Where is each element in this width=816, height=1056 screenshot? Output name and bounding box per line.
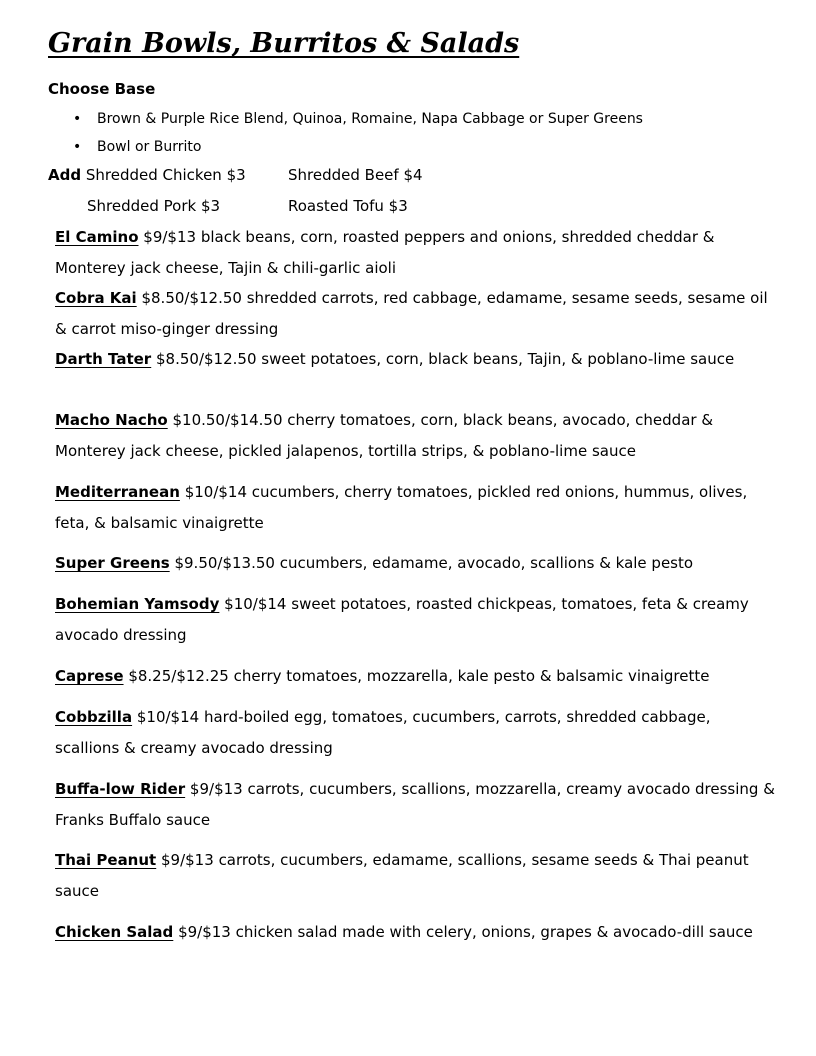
menu-item: [55, 344, 775, 375]
menu-item-description: sweet potatoes, corn, black beans, Tajin, & poblano-lime sauce: [261, 350, 735, 368]
base-option-text: Bowl or Burrito: [97, 139, 202, 155]
menu-item-price: $9/$13: [178, 923, 231, 941]
menu-item-description: sweet potatoes, roasted chickpeas, tomatoes, feta & creamy avocado dressing: [55, 595, 749, 644]
menu-item-name: El Camino: [55, 228, 139, 246]
menu-item-description: cherry tomatoes, mozzarella, kale pesto & balsamic vinaigrette: [233, 667, 710, 685]
menu-item-description: chicken salad made with celery, onions, grapes & avocado-dill sauce: [235, 923, 753, 941]
menu-item: [55, 548, 775, 579]
menu-item-description: hard-boiled egg, tomatoes, cucumbers, carrots, shredded cabbage, scallions & creamy avocado dressing: [55, 708, 711, 757]
menu-item: [55, 917, 775, 948]
menu-item-name: Cobbzilla: [55, 708, 133, 726]
menu-item: [55, 477, 775, 538]
bullet-icon: •: [73, 139, 82, 155]
menu-item-name: Thai Peanut: [55, 851, 157, 869]
menu-item-price: $9/$13: [161, 851, 214, 869]
menu-item-name: Chicken Salad: [55, 923, 174, 941]
menu-item-price: $8.50/$12.50: [156, 350, 257, 368]
menu-item-description: carrots, cucumbers, edamame, scallions, sesame seeds & Thai peanut sauce: [55, 851, 749, 900]
add-row: [48, 166, 246, 184]
base-option-text: Brown & Purple Rice Blend, Quinoa, Romaine, Napa Cabbage or Super Greens: [97, 111, 643, 127]
menu-item-description: cucumbers, cherry tomatoes, pickled red onions, hummus, olives, feta, & balsamic vinaigrette: [55, 483, 748, 532]
base-option: [73, 139, 201, 155]
menu-item: [55, 702, 775, 763]
add-option: Roasted Tofu $3: [288, 197, 408, 215]
menu-item: [55, 845, 775, 906]
menu-item: [55, 774, 775, 835]
base-option: [73, 111, 643, 127]
add-option: Shredded Chicken $3: [85, 166, 246, 184]
menu-item-price: $10/$14: [224, 595, 287, 613]
menu-item-name: Darth Tater: [55, 350, 152, 368]
menu-item-name: Caprese: [55, 667, 124, 685]
menu-item-name: Super Greens: [55, 554, 170, 572]
menu-item-price: $9.50/$13.50: [174, 554, 275, 572]
menu-item: [55, 661, 775, 692]
menu-item-description: carrots, cucumbers, scallions, mozzarella, creamy avocado dressing & Franks Buffalo sauce: [55, 780, 775, 829]
add-option: Shredded Beef $4: [288, 166, 423, 184]
menu-item-description: black beans, corn, roasted peppers and onions, shredded cheddar & Monterey jack cheese, Tajin & chili-garlic aioli: [55, 228, 715, 277]
menu-item-price: $9/$13: [143, 228, 197, 246]
menu-item-price: $10/$14: [136, 708, 200, 726]
menu-item-description: cherry tomatoes, corn, black beans, avocado, cheddar & Monterey jack cheese, pickled jalapenos, tortilla strips, & poblano-lime sauce: [55, 411, 714, 460]
menu-item-name: Macho Nacho: [55, 411, 168, 429]
menu-item: [55, 283, 775, 344]
menu-item: [55, 405, 775, 466]
add-label: Add: [48, 166, 82, 184]
menu-item-name: Bohemian Yamsody: [55, 595, 220, 613]
page-title: Grain Bowls, Burritos & Salads: [48, 28, 520, 59]
menu-item-name: Cobra Kai: [55, 289, 137, 307]
menu-item-name: Mediterranean: [55, 483, 180, 501]
add-option: Shredded Pork $3: [87, 197, 221, 215]
menu-item: [55, 589, 775, 650]
menu-item-price: $10.50/$14.50: [172, 411, 283, 429]
menu-item: [55, 222, 775, 283]
menu-item-price: $8.50/$12.50: [141, 289, 242, 307]
menu-item-price: $10/$14: [184, 483, 248, 501]
choose-base-heading: Choose Base: [48, 80, 156, 98]
menu-item-description: shredded carrots, red cabbage, edamame, sesame seeds, sesame oil & carrot miso-ginger dressing: [55, 289, 768, 338]
bullet-icon: •: [73, 111, 82, 127]
menu-item-price: $8.25/$12.25: [128, 667, 229, 685]
menu-item-name: Buffa-low Rider: [55, 780, 186, 798]
menu-item-description: cucumbers, edamame, avocado, scallions & kale pesto: [279, 554, 694, 572]
menu-item-price: $9/$13: [189, 780, 243, 798]
